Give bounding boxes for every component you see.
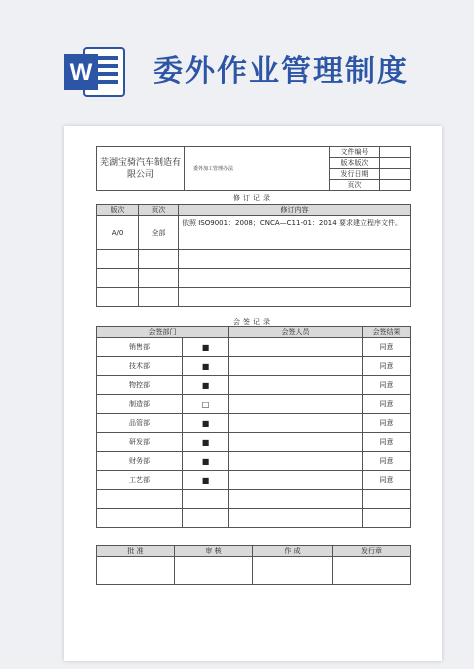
- table-row: [97, 395, 411, 414]
- column-header: 版次: [97, 205, 139, 216]
- result-cell: 同意: [363, 433, 411, 452]
- content-cell: [179, 269, 411, 288]
- content-cell: [179, 288, 411, 307]
- table-row: [97, 433, 411, 452]
- column-header: 页次: [139, 205, 179, 216]
- document-page: [64, 126, 442, 661]
- header-table: [96, 146, 411, 191]
- table-row: [97, 338, 411, 357]
- person-cell: [229, 433, 363, 452]
- dept-cell: 销售部: [97, 338, 183, 357]
- document-name: 委外加工管理办法: [185, 147, 330, 191]
- field-value: [380, 158, 411, 169]
- page-cell: [139, 250, 179, 269]
- table-row: [97, 414, 411, 433]
- check-mark: ■: [183, 338, 229, 357]
- table-row: [97, 357, 411, 376]
- table-row: [97, 376, 411, 395]
- result-cell: 同意: [363, 414, 411, 433]
- table-row: [97, 269, 411, 288]
- person-cell: [229, 338, 363, 357]
- person-cell: [229, 376, 363, 395]
- signoff-table: [96, 326, 411, 528]
- dept-cell: 制造部: [97, 395, 183, 414]
- dept-cell: 工艺部: [97, 471, 183, 490]
- page-cell: [139, 288, 179, 307]
- check-mark: ■: [183, 357, 229, 376]
- banner: [0, 0, 474, 110]
- field-value: [380, 147, 411, 158]
- word-document-icon: [62, 44, 130, 100]
- check-mark: ■: [183, 414, 229, 433]
- column-header: 会签人员: [229, 327, 363, 338]
- person-cell: [229, 395, 363, 414]
- result-cell: 同意: [363, 395, 411, 414]
- field-value: [380, 169, 411, 180]
- dept-cell: 物控部: [97, 376, 183, 395]
- signoff-caption: 会签记录: [233, 318, 273, 326]
- table-row: [97, 288, 411, 307]
- content-cell: [179, 250, 411, 269]
- dept-cell: 技术部: [97, 357, 183, 376]
- result-cell: [363, 509, 411, 528]
- table-row: [97, 452, 411, 471]
- revision-table: [96, 204, 411, 307]
- approve-header: 批 准: [97, 546, 175, 557]
- person-cell: [229, 490, 363, 509]
- signature-cell: [97, 557, 175, 585]
- prepare-header: 作 成: [253, 546, 333, 557]
- check-mark: ■: [183, 471, 229, 490]
- result-cell: 同意: [363, 357, 411, 376]
- result-cell: 同意: [363, 338, 411, 357]
- check-mark: [183, 509, 229, 528]
- dept-cell: 品管部: [97, 414, 183, 433]
- approval-table: [96, 545, 411, 585]
- field-label: 文件编号: [330, 147, 380, 158]
- review-header: 审 核: [175, 546, 253, 557]
- page-cell: [139, 269, 179, 288]
- signature-row: [97, 557, 411, 585]
- column-header: 会签结果: [363, 327, 411, 338]
- check-mark: [183, 490, 229, 509]
- check-mark: ■: [183, 376, 229, 395]
- signature-cell: [253, 557, 333, 585]
- table-row: [97, 471, 411, 490]
- version-cell: [97, 269, 139, 288]
- version-cell: A/0: [97, 216, 139, 250]
- column-header: 会签部门: [97, 327, 229, 338]
- dept-cell: [97, 509, 183, 528]
- check-mark: ■: [183, 452, 229, 471]
- field-value: [380, 180, 411, 191]
- table-row: [97, 250, 411, 269]
- column-header: 修订内容: [179, 205, 411, 216]
- svg-text:W: W: [69, 59, 93, 86]
- person-cell: [229, 452, 363, 471]
- table-row: [97, 509, 411, 528]
- content-cell: 依照 ISO9001：2008；CNCA—C11-01：2014 要求建立程序文件。: [179, 216, 411, 250]
- table-row: [97, 216, 411, 250]
- page-title: 委外作业管理制度: [153, 54, 409, 89]
- person-cell: [229, 509, 363, 528]
- version-cell: [97, 250, 139, 269]
- check-mark: ■: [183, 433, 229, 452]
- person-cell: [229, 471, 363, 490]
- field-label: 发行日期: [330, 169, 380, 180]
- revision-caption: 修订记录: [233, 194, 273, 202]
- person-cell: [229, 357, 363, 376]
- issue-seal-header: 发行章: [333, 546, 411, 557]
- result-cell: 同意: [363, 452, 411, 471]
- dept-cell: [97, 490, 183, 509]
- result-cell: 同意: [363, 471, 411, 490]
- page-cell: 全部: [139, 216, 179, 250]
- dept-cell: 财务部: [97, 452, 183, 471]
- check-mark: □: [183, 395, 229, 414]
- version-cell: [97, 288, 139, 307]
- person-cell: [229, 414, 363, 433]
- field-label: 版本版次: [330, 158, 380, 169]
- table-row: [97, 490, 411, 509]
- result-cell: 同意: [363, 376, 411, 395]
- signature-cell: [333, 557, 411, 585]
- signature-cell: [175, 557, 253, 585]
- company-name: 芜湖宝骑汽车制造有限公司: [97, 147, 185, 191]
- field-label: 页次: [330, 180, 380, 191]
- result-cell: [363, 490, 411, 509]
- dept-cell: 研发部: [97, 433, 183, 452]
